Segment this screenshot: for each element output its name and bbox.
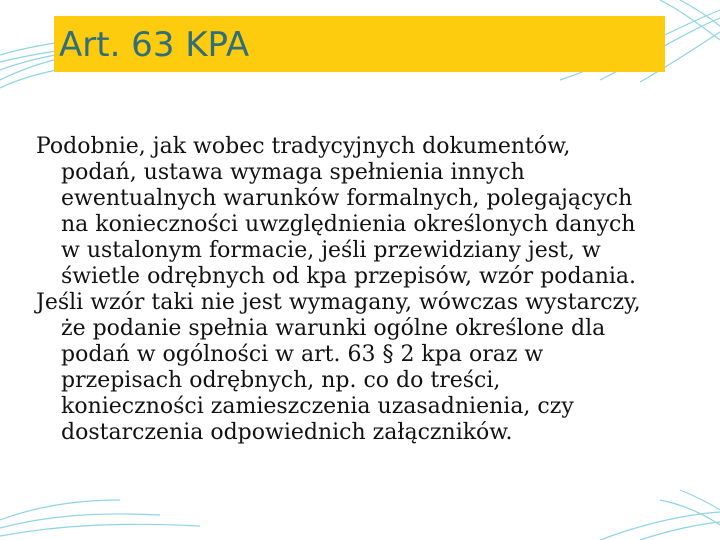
text-line: dostarczenia odpowiednich załączników. [61, 420, 513, 445]
text-line: na konieczności uwzględnienia określonych danych [61, 212, 636, 237]
text-line: w ustalonym formacie, jeśli przewidziany jest, w [61, 238, 601, 263]
text-line: ewentualnych warunków formalnych, polegających [61, 186, 633, 211]
text-line: świetle odrębnych od kpa przepisów, wzór podania. [61, 264, 637, 289]
text-line: Jeśli wzór taki nie jest wymagany, wówczas wystarczy, [36, 290, 641, 315]
title-bar [54, 16, 665, 72]
paragraph-1 [36, 134, 706, 290]
text-line: przepisach odrębnych, np. co do treści, [61, 368, 501, 393]
text-line: podań w ogólności w art. 63 § 2 kpa oraz w [61, 342, 544, 367]
slide-title: Art. 63 KPA [59, 25, 250, 65]
text-line: podań, ustawa wymaga spełnienia innych [61, 160, 525, 185]
text-line: że podanie spełnia warunki ogólne określone dla [61, 316, 606, 341]
paragraph-2 [36, 290, 706, 446]
text-line: konieczności zamieszczenia uzasadnienia, czy [61, 394, 574, 419]
body-text [36, 134, 706, 446]
text-line: Podobnie, jak wobec tradycyjnych dokumentów, [36, 134, 571, 159]
